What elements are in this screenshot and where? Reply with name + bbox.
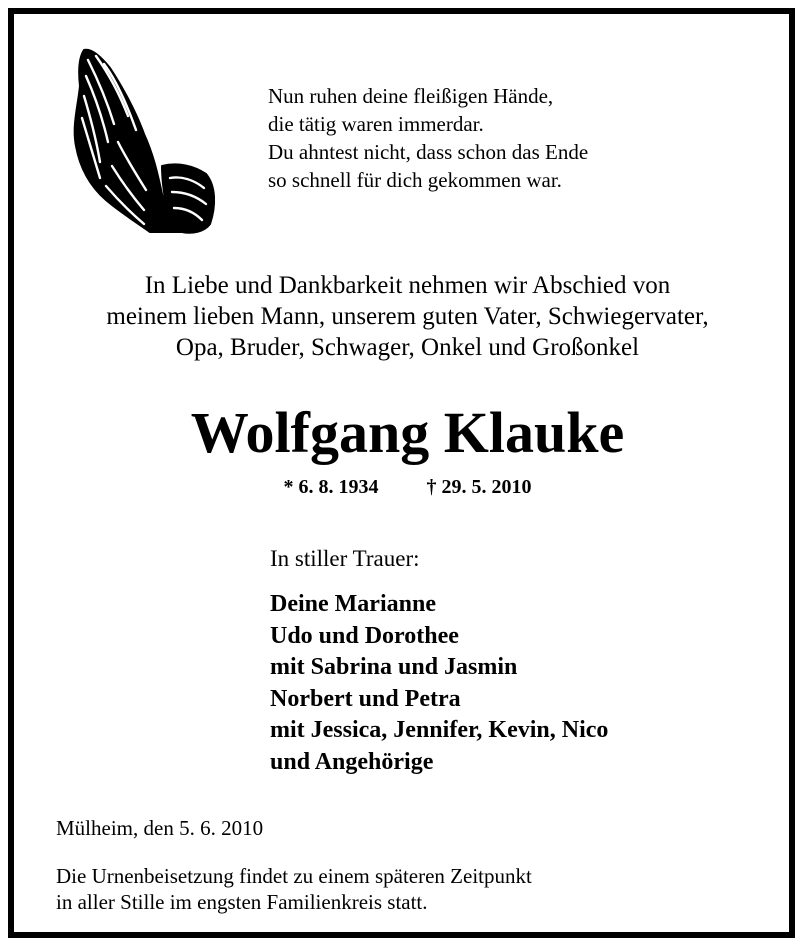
intro-line: In Liebe und Dankbarkeit nehmen wir Abschied von [144, 272, 671, 299]
mourner-line: mit Sabrina und Jasmin [270, 654, 518, 681]
poem-line: so schnell für dich gekommen war. [268, 168, 562, 192]
farewell-intro [14, 270, 800, 363]
place-and-date: Mülheim, den 5. 6. 2010 [56, 816, 264, 840]
mourners-list [270, 589, 608, 779]
mourner-line: mit Jessica, Jennifer, Kevin, Nico [270, 717, 609, 744]
mourner-line: Norbert und Petra [270, 685, 461, 712]
obituary-frame [8, 8, 795, 938]
burial-note [56, 863, 532, 915]
deceased-name: Wolfgang Klauke [190, 400, 625, 465]
life-dates [14, 474, 800, 500]
poem-line: Du ahntest nicht, dass schon das Ende [268, 140, 589, 164]
death-date: † 29. 5. 2010 [426, 476, 532, 498]
birth-date: * 6. 8. 1934 [283, 476, 379, 498]
poem-verse [268, 82, 588, 194]
intro-line: meinem lieben Mann, unserem guten Vater, Schwiegervater, [106, 303, 709, 330]
mourner-line: Deine Marianne [270, 591, 436, 617]
mourning-label: In stiller Trauer: [270, 546, 420, 571]
praying-hands-icon [66, 46, 218, 236]
note-line: in aller Stille im engsten Familienkreis statt. [56, 890, 428, 914]
mourner-line: und Angehörige [270, 748, 434, 775]
poem-line: die tätig waren immerdar. [268, 112, 484, 136]
intro-line: Opa, Bruder, Schwager, Onkel und Großonkel [175, 334, 640, 361]
note-line: Die Urnenbeisetzung findet zu einem späteren Zeitpunkt [56, 864, 532, 888]
mourner-line: Udo und Dorothee [270, 622, 459, 649]
poem-line: Nun ruhen deine fleißigen Hände, [268, 84, 554, 108]
